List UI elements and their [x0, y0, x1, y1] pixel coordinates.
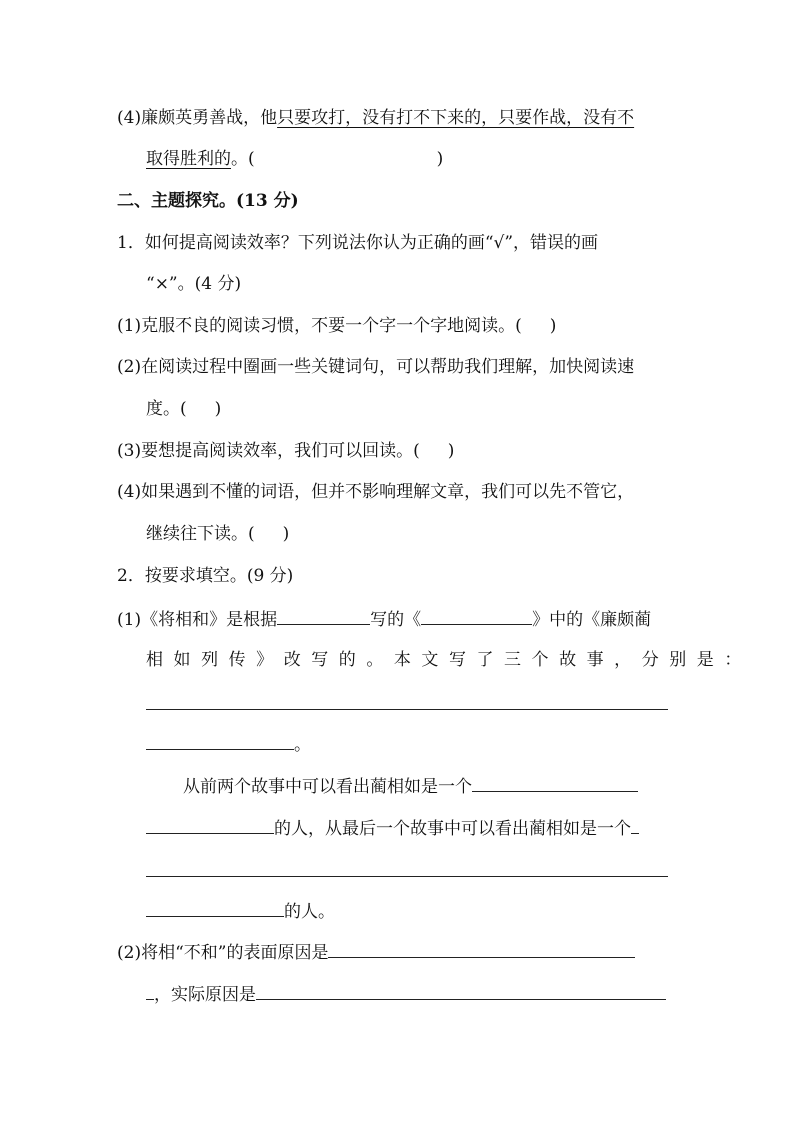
item2-p1-line4 [146, 732, 311, 754]
s1-text: (1)克服不良的阅读习惯，不要一个字一个字地阅读。( [117, 316, 522, 336]
s2-text-cont: 度。( [146, 399, 187, 419]
p3-blank-surface-cont[interactable] [146, 982, 154, 1000]
p2-blank-trait2-rule[interactable] [146, 876, 668, 877]
q4-suffix: 。( [231, 149, 255, 169]
item2-heading-text: 2．按要求填空。(9 分) [117, 566, 294, 586]
p2-blank-trait1-cont[interactable] [146, 816, 274, 834]
s4-text: (4)如果遇到不懂的词语，但并不影响理解文章，我们可以先不管它， [117, 482, 635, 502]
item2-p2-line4 [146, 899, 335, 921]
item1-question-cont: “×”。(4 分) [146, 274, 242, 294]
q4-line2 [146, 148, 443, 170]
p2-text-a: 从前两个故事中可以看出蔺相如是一个 [183, 777, 472, 797]
item1-s2-line1 [117, 356, 634, 378]
q4-underlined-b: 取得胜利的 [146, 149, 231, 169]
item2-p3-line2 [146, 982, 666, 1004]
p1-text-c: 》中的《廉颇蔺 [532, 610, 652, 630]
p2-text-b: 的人，从最后一个故事中可以看出蔺相如是一个 [274, 819, 631, 839]
item1-line1 [117, 232, 598, 254]
item2-p1-line2 [146, 649, 752, 671]
q4-line1 [117, 107, 634, 129]
p1-blank-book[interactable] [421, 607, 532, 625]
item1-s1 [117, 315, 556, 337]
p1-text-line2: 相如列传》改写的。本文写了三个故事，分别是： [146, 650, 752, 670]
item1-line2 [146, 273, 241, 295]
p2-blank-trait2-end[interactable] [146, 899, 284, 917]
item2-p2-line1 [183, 774, 638, 796]
item1-s4-line1 [117, 481, 634, 503]
p1-text-b: 写的《 [370, 610, 422, 630]
q4-prefix: (4)廉颇英勇善战，他 [117, 108, 278, 128]
p1-blank-stories-end[interactable] [146, 732, 294, 750]
q4-answer-close[interactable]: ) [436, 149, 444, 169]
section-heading-text: 二、主题探究。(13 分) [117, 191, 299, 211]
p1-end: 。 [294, 735, 311, 755]
item2-p3-line1 [117, 940, 635, 962]
s2-answer-close[interactable]: ) [214, 399, 222, 419]
s3-text: (3)要想提高阅读效率，我们可以回读。( [117, 441, 420, 461]
item1-s2-line2 [146, 398, 221, 420]
p1-text-a: (1)《将相和》是根据 [117, 610, 278, 630]
item1-question: 1．如何提高阅读效率？下列说法你认为正确的画“√”，错误的画 [117, 233, 599, 253]
p2-text-c: 的人。 [284, 902, 335, 922]
p2-blank-trait1[interactable] [472, 774, 638, 792]
s2-text: (2)在阅读过程中圈画一些关键词句，可以帮助我们理解，加快阅读速 [117, 357, 635, 377]
s3-answer-close[interactable]: ) [447, 441, 455, 461]
item2-heading [117, 565, 293, 587]
p3-text-b: ，实际原因是 [154, 985, 256, 1005]
p3-blank-surface[interactable] [328, 940, 635, 958]
s4-text-cont: 继续往下读。( [146, 524, 255, 544]
section-heading [117, 190, 299, 212]
p3-blank-actual[interactable] [256, 982, 666, 1000]
s4-answer-close[interactable]: ) [282, 524, 290, 544]
item2-p2-line2 [146, 816, 639, 838]
item2-p1-line1 [117, 607, 651, 629]
item1-s3 [117, 440, 454, 462]
item1-s4-line2 [146, 523, 289, 545]
p2-blank-trait2[interactable] [631, 816, 639, 834]
q4-underlined-a: 只要攻打，没有打不下来的，只要作战，没有不 [277, 108, 635, 128]
p1-blank-source[interactable] [277, 607, 370, 625]
p3-text-a: (2)将相“不和”的表面原因是 [117, 943, 329, 963]
s1-answer-close[interactable]: ) [549, 316, 557, 336]
p1-blank-stories-rule[interactable] [146, 709, 668, 710]
